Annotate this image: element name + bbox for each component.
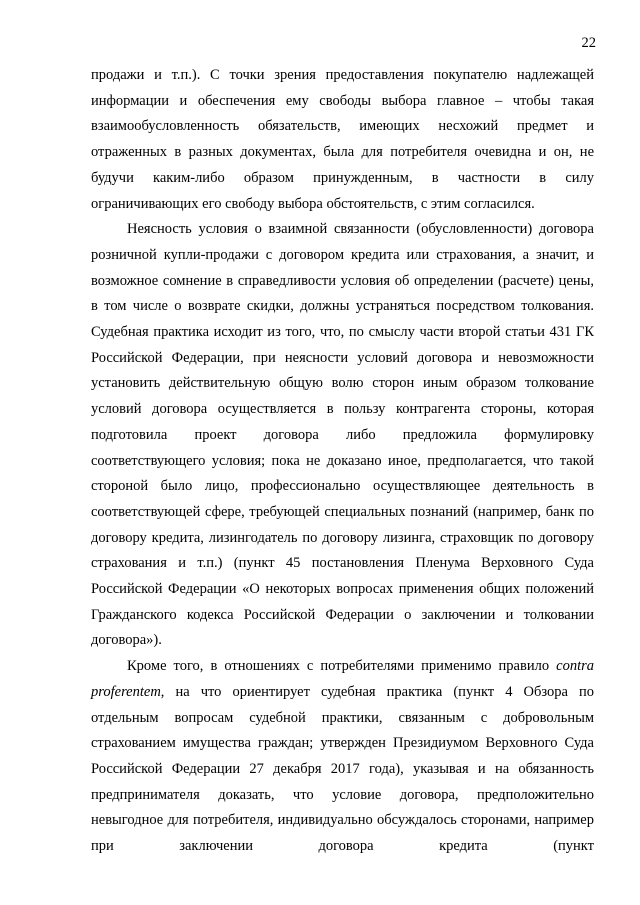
- paragraph-1: продажи и т.п.). С точки зрения предоставления покупателю надлежащей информации и обеспечения ему свободы выбора главное – чтобы такая взаимообусловленность обязательств, имеющих несхожий предмет и отраженных в разных документах, была для потребителя очевидна и он, не будучи каким-либо образом принужденным, в частности в силу ограничивающих его свободу выбора обстоятельств, с этим согласился.: [91, 67, 594, 212]
- page-number: 22: [581, 35, 596, 51]
- paragraph-2: Неясность условия о взаимной связанности (обусловленности) договора розничной купли-продажи с договором кредита или страхования, а значит, и возможное сомнение в справедливости условия об определении (расчете) цены, в том числе о возврате скидки, должны устраняться посредством толкования. Судебная практика исходит из того, что, по смыслу части второй статьи 431 ГК Российской Федерации, при неясности условий договора и невозможности установить действительную общую волю сторон иным образом толкование условий договора осуществляется в пользу контрагента стороны, которая подготовила проект договора либо предложила формулировку соответствующего условия; пока не доказано иное, предполагается, что такой стороной было лицо, профессионально осуществляющее деятельность в соответствующей сфере, требующей специальных познаний (например, банк по договору кредита, лизингодатель по договору лизинга, страховщик по договору страхования и т.п.) (пункт 45 постановления Пленума Верховного Суда Российской Федерации «О некоторых вопросах применения общих положений Гражданского кодекса Российской Федерации о заключении и толковании договора»).: [91, 221, 594, 649]
- paragraph-3-italic-term: contra proferentem: [91, 658, 594, 700]
- document-body: [91, 63, 594, 860]
- paragraph-3-text-before: Кроме того, в отношениях с потребителями применимо правило: [127, 658, 557, 675]
- paragraph-3: [91, 654, 594, 860]
- paragraph-3-text-after: , на что ориентирует судебная практика (пункт 4 Обзора по отдельным вопросам судебной практики, связанным с добровольным страхованием имущества граждан; утвержден Президиумом Верховного Суда Российской Федерации 27 декабря 2017 года), указывая и на обязанность предпринимателя доказать, что условие договора, предположительно невыгодное для потребителя, индивидуально обсуждалось сторонами, например при заключении договора кредита (пункт: [91, 683, 594, 855]
